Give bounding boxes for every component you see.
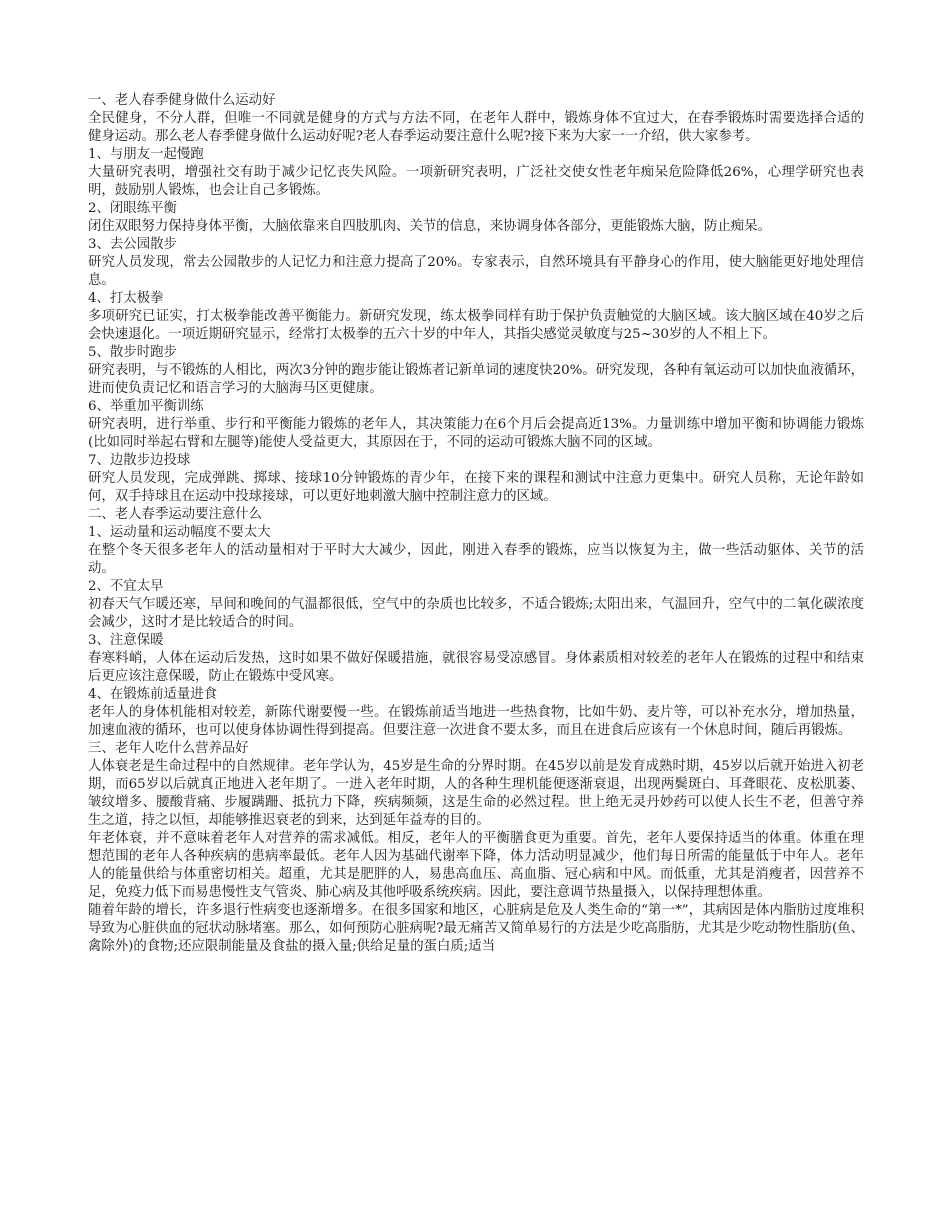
- paragraph-4: 研究人员发现，常去公园散步的人记忆力和注意力提高了20%。专家表示，自然环境具有平静身心的作用，使大脑能更好地处理信息。: [88, 255, 864, 288]
- section-heading-1: 一、老人春季健身做什么运动好: [88, 93, 276, 108]
- paragraph-6: 研究表明，与不锻炼的人相比，两次3分钟的跑步能让锻炼者记新单词的速度快20%。研究发现，各种有氧运动可以加快血液循环，进而使负责记忆和语言学习的大脑海马区更健康。: [88, 363, 864, 396]
- paragraph-2: 大量研究表明，增强社交有助于减少记忆丧失风险。一项新研究表明，广泛社交使女性老年痴呆危险降低26%，心理学研究也表明，鼓励别人锻炼，也会让自己多锻炼。: [88, 165, 864, 198]
- subsection-heading-6: 6、举重加平衡训练: [88, 399, 204, 414]
- section-heading-2: 二、老人春季运动要注意什么: [88, 507, 263, 522]
- paragraph-11: 春寒料峭，人体在运动后发热，这时如果不做好保暖措施，就很容易受凉感冒。身体素质相对较差的老年人在锻炼的过程中和结束后更应该注意保暖，防止在锻炼中受风寒。: [88, 651, 864, 684]
- document-page: [88, 92, 864, 956]
- paragraph-14: 年老体衰，并不意味着老年人对营养的需求减低。相反，老年人的平衡膳食更为重要。首先，老年人要保持适当的体重。体重在理想范围的老年人各种疾病的患病率最低。老年人因为基础代谢率下降，体力活动明显减少，他们每日所需的能量低于中年人。老年人的能量供给与体重密切相关。超重，尤其是肥胖的人，易患高血压、高血脂、冠心病和中风。而低重，尤其是消瘦者，因营养不足，免疫力低下而易患慢性支气管炎、肺心病及其他呼吸系统疾病。因此，要注意调节热量摄入，以保持理想体重。: [88, 831, 864, 900]
- paragraph-10: 初春天气乍暖还寒，早间和晚间的气温都很低，空气中的杂质也比较多，不适合锻炼;太阳出来，气温回升，空气中的二氧化碳浓度会减少，这时才是比较适合的时间。: [88, 597, 864, 630]
- paragraph-1: 全民健身，不分人群，但唯一不同就是健身的方式与方法不同，在老年人群中，锻炼身体不宜过大，在春季锻炼时需要选择合适的健身运动。那么老人春季健身做什么运动好呢?老人春季运动要注意什么呢?接下来为大家一一介绍，供大家参考。: [88, 111, 864, 144]
- paragraph-5: 多项研究已证实，打太极拳能改善平衡能力。新研究发现，练太极拳同样有助于保护负责触觉的大脑区域。该大脑区域在40岁之后会快速退化。一项近期研究显示，经常打太极拳的五六十岁的中年人，其指尖感觉灵敏度与25~30岁的人不相上下。: [88, 309, 864, 342]
- paragraph-8: 研究人员发现，完成弹跳、掷球、接球10分钟锻炼的青少年，在接下来的课程和测试中注意力更集中。研究人员称，无论年龄如何，双手持球且在运动中投球接球，可以更好地刺激大脑中控制注意力的区域。: [88, 471, 864, 504]
- subsection-heading-3: 3、去公园散步: [88, 237, 177, 252]
- subsection-heading-4: 4、打太极拳: [88, 291, 164, 306]
- subsection-heading-8: 1、运动量和运动幅度不要太大: [88, 525, 271, 540]
- subsection-heading-5: 5、散步时跑步: [88, 345, 177, 360]
- subsection-heading-7: 7、边散步边投球: [88, 453, 191, 468]
- paragraph-13: 人体衰老是生命过程中的自然规律。老年学认为，45岁是生命的分界时期。在45岁以前是发育成熟时期，45岁以后就开始进入初老期，而65岁以后就真正地进入老年期了。一进入老年时期，人的各种生理机能便逐渐衰退，出现两鬓斑白、耳聋眼花、皮松肌萎、皱纹增多、腰酸背痛、步履蹒跚、抵抗力下降，疾病频频，这是生命的必然过程。世上绝无灵丹妙药可以使人长生不老，但善守养生之道，持之以恒，却能够推迟衰老的到来，达到延年益寿的目的。: [88, 759, 864, 828]
- paragraph-12: 老年人的身体机能相对较差，新陈代谢要慢一些。在锻炼前适当地进一些热食物，比如牛奶、麦片等，可以补充水分，增加热量，加速血液的循环，也可以使身体协调性得到提高。但要注意一次进食不要太多，而且在进食后应该有一个休息时间，随后再锻炼。: [88, 705, 864, 738]
- paragraph-15: 随着年龄的增长，许多退行性病变也逐渐增多。在很多国家和地区，心脏病是危及人类生命的“第一*”，其病因是体内脂肪过度堆积导致为心脏供血的冠状动脉堵塞。那么，如何预防心脏病呢?最无痛苦又简单易行的方法是少吃高脂肪，尤其是少吃动物性脂肪(鱼、禽除外)的食物;还应限制能量及食盐的摄入量;供给足量的蛋白质;适当: [88, 903, 864, 954]
- section-heading-3: 三、老年人吃什么营养品好: [88, 741, 249, 756]
- subsection-heading-10: 3、注意保暖: [88, 633, 164, 648]
- subsection-heading-9: 2、不宜太早: [88, 579, 164, 594]
- subsection-heading-11: 4、在锻炼前适量进食: [88, 687, 218, 702]
- paragraph-9: 在整个冬天很多老年人的活动量相对于平时大大减少，因此，刚进入春季的锻炼，应当以恢复为主，做一些活动躯体、关节的活动。: [88, 543, 864, 576]
- paragraph-3: 闭住双眼努力保持身体平衡，大脑依靠来自四肢肌肉、关节的信息，来协调身体各部分，更能锻炼大脑，防止痴呆。: [88, 219, 771, 234]
- paragraph-7: 研究表明，进行举重、步行和平衡能力锻炼的老年人，其决策能力在6个月后会提高近13%。力量训练中增加平衡和协调能力锻炼(比如同时举起右臂和左腿等)能使人受益更大，其原因在于，不同的运动可锻炼大脑不同的区域。: [88, 417, 864, 450]
- subsection-heading-2: 2、闭眼练平衡: [88, 201, 177, 216]
- subsection-heading-1: 1、与朋友一起慢跑: [88, 147, 204, 162]
